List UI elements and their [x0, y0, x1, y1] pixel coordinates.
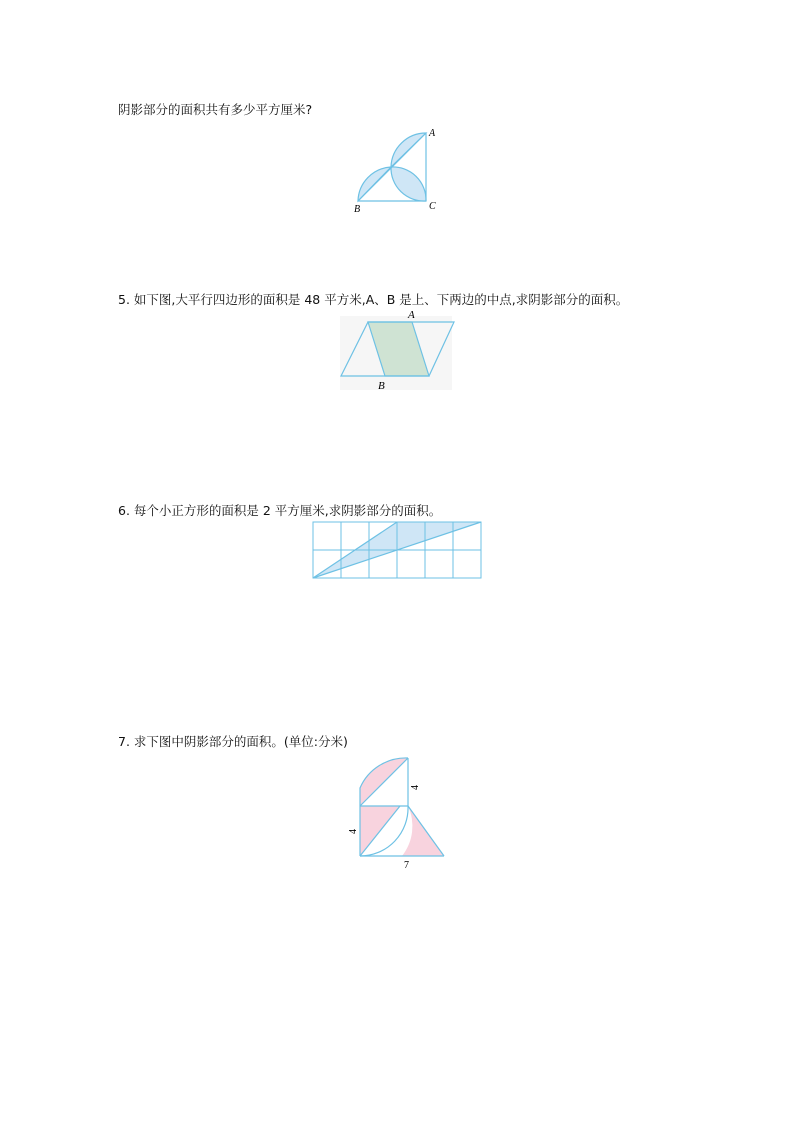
question-7-text: 7. 求下图中阴影部分的面积。(单位:分米)	[118, 734, 348, 749]
question-4-text: 阴影部分的面积共有多少平方厘米?	[118, 102, 313, 117]
label-b: B	[378, 380, 385, 392]
label-left: 4	[348, 829, 359, 834]
semicircle-mid	[391, 167, 426, 201]
figure-q4-semicircles	[350, 125, 445, 215]
label-bottom: 7	[404, 860, 409, 871]
figure-q7	[340, 754, 452, 872]
label-c: C	[429, 201, 436, 212]
label-a: A	[408, 309, 415, 321]
figure-q5-parallelogram	[336, 306, 458, 394]
question-6-text: 6. 每个小正方形的面积是 2 平方厘米,求阴影部分的面积。	[118, 503, 442, 518]
question-5-text: 5. 如下图,大平行四边形的面积是 48 平方米,A、B 是上、下两边的中点,求阴影部分的面积。	[118, 292, 629, 307]
figure-q6-grid	[310, 519, 485, 583]
label-top: 4	[410, 785, 421, 790]
label-a: A	[429, 128, 436, 139]
label-b: B	[354, 204, 361, 215]
